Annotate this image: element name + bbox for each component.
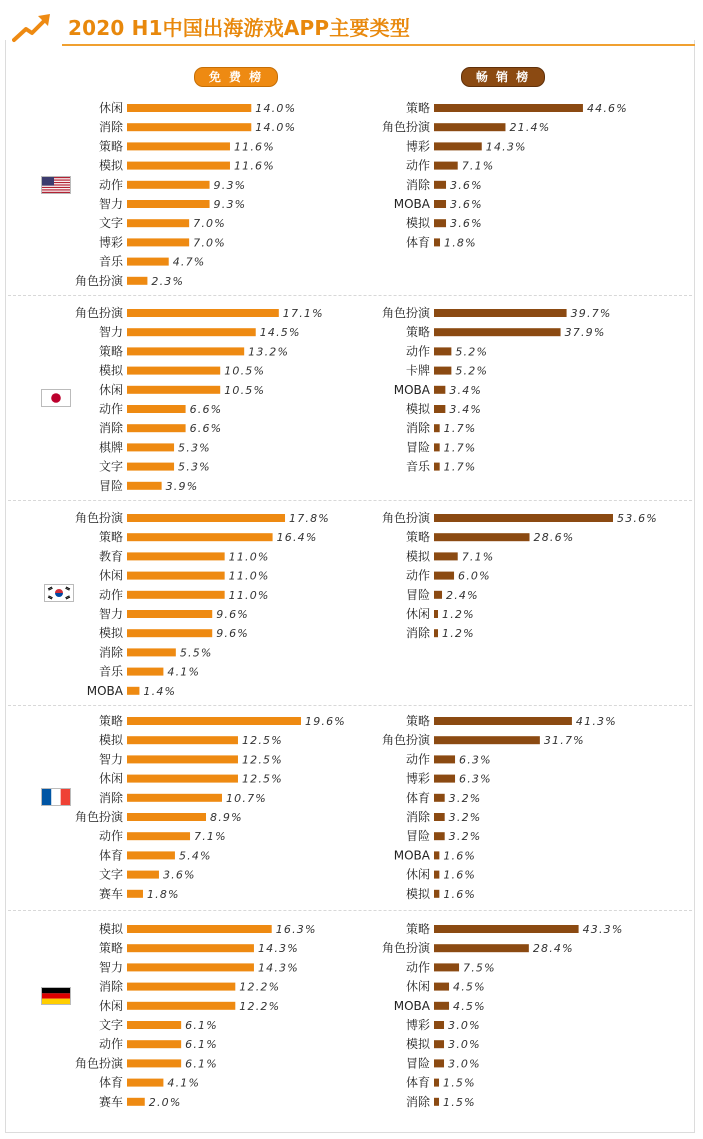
bar bbox=[434, 755, 455, 763]
category-label: 动作 bbox=[405, 344, 430, 359]
value-label: 14.3% bbox=[485, 140, 527, 154]
bar bbox=[127, 424, 186, 432]
bar bbox=[434, 367, 451, 375]
category-label: 角色扮演 bbox=[74, 511, 123, 525]
category-label: MOBA bbox=[393, 382, 430, 397]
value-label: 7.0% bbox=[193, 236, 226, 250]
category-label: 博彩 bbox=[405, 139, 430, 154]
category-label: 休闲 bbox=[98, 568, 123, 583]
bar bbox=[434, 443, 440, 451]
value-label: 14.3% bbox=[257, 942, 299, 956]
value-label: 9.3% bbox=[213, 178, 247, 192]
category-label: 角色扮演 bbox=[74, 1056, 123, 1071]
category-label: 体育 bbox=[98, 848, 123, 863]
value-label: 44.6% bbox=[586, 102, 628, 115]
category-label: 角色扮演 bbox=[381, 733, 430, 748]
category-label: 策略 bbox=[98, 344, 123, 359]
category-label: 动作 bbox=[98, 1037, 123, 1052]
bar bbox=[127, 925, 272, 933]
value-label: 6.0% bbox=[458, 569, 491, 583]
category-label: 文字 bbox=[98, 867, 123, 882]
bar bbox=[127, 610, 212, 618]
bar bbox=[434, 813, 445, 821]
bar bbox=[434, 162, 458, 170]
value-label: 6.1% bbox=[185, 1038, 218, 1052]
bar bbox=[434, 890, 439, 898]
value-label: 1.8% bbox=[444, 236, 477, 250]
germany-free-series bbox=[75, 921, 317, 1109]
category-label: 休闲 bbox=[405, 607, 430, 621]
value-label: 31.7% bbox=[543, 734, 585, 748]
bar bbox=[434, 1059, 444, 1067]
bar bbox=[434, 347, 451, 355]
bar bbox=[127, 238, 189, 246]
value-label: 11.6% bbox=[233, 140, 275, 154]
value-label: 14.5% bbox=[259, 326, 301, 340]
value-label: 3.9% bbox=[165, 479, 199, 493]
free-chart-label: 免 费 榜 bbox=[194, 67, 278, 87]
category-label: 动作 bbox=[98, 587, 123, 602]
value-label: 11.0% bbox=[228, 550, 270, 564]
bar bbox=[127, 277, 147, 285]
bar bbox=[434, 200, 446, 208]
bar bbox=[127, 755, 238, 763]
bar bbox=[127, 648, 176, 656]
category-label: 角色扮演 bbox=[381, 120, 430, 135]
category-label: 消除 bbox=[405, 626, 430, 641]
japan-free-series bbox=[75, 305, 324, 493]
value-label: 10.5% bbox=[224, 364, 266, 378]
bar bbox=[434, 1002, 449, 1010]
bar bbox=[127, 309, 279, 317]
value-label: 13.2% bbox=[248, 345, 290, 359]
value-label: 16.4% bbox=[276, 531, 318, 545]
value-label: 5.2% bbox=[455, 345, 489, 359]
value-label: 39.7% bbox=[570, 307, 612, 320]
category-label: 赛车 bbox=[98, 1094, 123, 1109]
bar bbox=[434, 1079, 439, 1087]
bar bbox=[434, 238, 440, 246]
category-label: MOBA bbox=[393, 998, 430, 1013]
category-label: 消除 bbox=[405, 810, 430, 824]
bar bbox=[127, 367, 220, 375]
germany-grossing-series bbox=[382, 922, 624, 1109]
value-label: 1.5% bbox=[443, 1095, 476, 1109]
bar bbox=[127, 1059, 181, 1067]
bar bbox=[127, 851, 175, 859]
bar bbox=[434, 775, 455, 783]
value-label: 1.2% bbox=[442, 608, 475, 621]
category-label: 模拟 bbox=[98, 363, 123, 378]
japan-grossing-series bbox=[382, 305, 612, 474]
value-label: 6.6% bbox=[189, 422, 223, 436]
value-label: 3.2% bbox=[448, 811, 482, 824]
bar bbox=[434, 552, 458, 560]
category-label: MOBA bbox=[393, 197, 430, 211]
value-label: 1.8% bbox=[146, 887, 180, 901]
bar bbox=[434, 851, 439, 859]
value-label: 5.4% bbox=[178, 849, 212, 863]
category-label: 角色扮演 bbox=[74, 273, 123, 288]
value-label: 1.7% bbox=[443, 460, 477, 474]
category-label: 消除 bbox=[98, 421, 123, 436]
category-label: 策略 bbox=[405, 101, 430, 115]
bar bbox=[127, 1002, 235, 1010]
category-label: 博彩 bbox=[405, 1018, 430, 1032]
category-label: 体育 bbox=[405, 790, 430, 805]
south-korea-grossing-series bbox=[382, 510, 658, 640]
category-label: 策略 bbox=[405, 325, 430, 340]
value-label: 53.6% bbox=[617, 512, 658, 525]
value-label: 6.6% bbox=[189, 403, 223, 416]
value-label: 3.6% bbox=[450, 217, 483, 231]
bar bbox=[127, 963, 254, 971]
bar bbox=[127, 482, 162, 490]
value-label: 43.3% bbox=[582, 923, 624, 936]
bar bbox=[127, 1021, 181, 1029]
bar bbox=[434, 104, 583, 112]
value-label: 41.3% bbox=[575, 715, 617, 728]
value-label: 3.4% bbox=[449, 383, 483, 397]
value-label: 16.3% bbox=[275, 923, 317, 936]
france-grossing-series bbox=[382, 714, 617, 901]
page-title: 2020 H1中国出海游戏APP主要类型 bbox=[68, 16, 411, 40]
bar bbox=[127, 1098, 145, 1106]
category-label: 教育 bbox=[98, 549, 123, 564]
category-label: 动作 bbox=[405, 752, 430, 767]
bar bbox=[127, 200, 210, 208]
bar bbox=[434, 309, 567, 317]
bar bbox=[127, 386, 220, 394]
value-label: 1.7% bbox=[443, 441, 477, 455]
category-label: 智力 bbox=[98, 325, 123, 340]
bar bbox=[434, 219, 446, 227]
category-label: 模拟 bbox=[405, 1037, 430, 1052]
bar bbox=[127, 983, 235, 991]
bar bbox=[434, 963, 459, 971]
category-label: 模拟 bbox=[405, 886, 430, 901]
value-label: 3.0% bbox=[448, 1038, 481, 1052]
value-label: 7.5% bbox=[463, 961, 496, 975]
united-states-free-series bbox=[75, 100, 296, 288]
category-label: MOBA bbox=[86, 683, 123, 698]
bar bbox=[434, 925, 579, 933]
bar bbox=[434, 794, 445, 802]
bar bbox=[127, 514, 285, 522]
value-label: 7.1% bbox=[461, 550, 495, 564]
category-label: 冒险 bbox=[98, 478, 123, 493]
bar bbox=[434, 142, 482, 150]
value-label: 14.0% bbox=[255, 121, 297, 135]
category-label: 模拟 bbox=[405, 402, 430, 416]
category-label: 角色扮演 bbox=[381, 941, 430, 956]
value-label: 2.4% bbox=[446, 588, 479, 602]
value-label: 1.6% bbox=[443, 868, 477, 882]
value-label: 1.5% bbox=[443, 1076, 476, 1090]
category-label: 模拟 bbox=[405, 549, 430, 564]
category-label: 棋牌 bbox=[98, 440, 123, 455]
value-label: 4.5% bbox=[453, 999, 486, 1013]
bar bbox=[127, 123, 251, 131]
category-label: 休闲 bbox=[98, 998, 123, 1013]
bar bbox=[127, 258, 169, 266]
category-label: 音乐 bbox=[98, 254, 123, 269]
bar bbox=[434, 386, 445, 394]
category-label: 动作 bbox=[405, 960, 430, 975]
value-label: 3.6% bbox=[450, 198, 483, 211]
france-free-series bbox=[75, 714, 346, 901]
value-label: 5.5% bbox=[179, 646, 213, 660]
bar bbox=[434, 405, 445, 413]
category-label: 动作 bbox=[98, 177, 123, 192]
category-label: 动作 bbox=[98, 402, 123, 416]
category-label: 休闲 bbox=[98, 771, 123, 786]
value-label: 12.5% bbox=[241, 753, 283, 767]
bar bbox=[434, 832, 445, 840]
category-label: 消除 bbox=[405, 177, 430, 192]
value-label: 11.0% bbox=[228, 588, 270, 602]
bar bbox=[127, 944, 254, 952]
category-label: 体育 bbox=[98, 1075, 123, 1090]
value-label: 7.1% bbox=[194, 830, 227, 844]
value-label: 21.4% bbox=[509, 121, 551, 135]
value-label: 17.1% bbox=[282, 307, 324, 320]
bar bbox=[127, 347, 244, 355]
category-label: 文字 bbox=[98, 459, 123, 474]
category-label: 博彩 bbox=[405, 771, 430, 786]
value-label: 1.2% bbox=[442, 627, 475, 641]
category-label: 模拟 bbox=[98, 922, 123, 936]
bar bbox=[434, 514, 613, 522]
bar bbox=[434, 871, 439, 879]
category-label: 策略 bbox=[98, 530, 123, 545]
category-label: 角色扮演 bbox=[74, 306, 123, 320]
bar bbox=[127, 463, 174, 471]
bar bbox=[127, 687, 139, 695]
category-label: 动作 bbox=[405, 568, 430, 583]
category-label: 策略 bbox=[405, 714, 430, 728]
value-label: 17.8% bbox=[289, 512, 330, 525]
bar bbox=[127, 572, 225, 580]
value-label: 3.6% bbox=[450, 178, 483, 192]
bar bbox=[127, 717, 301, 725]
category-label: 文字 bbox=[98, 1018, 123, 1032]
bar bbox=[127, 405, 186, 413]
value-label: 4.1% bbox=[167, 1076, 201, 1090]
bar bbox=[127, 832, 190, 840]
bar bbox=[127, 328, 256, 336]
category-label: 模拟 bbox=[98, 158, 123, 173]
category-label: 动作 bbox=[98, 829, 123, 844]
category-label: 智力 bbox=[98, 607, 123, 621]
value-label: 1.6% bbox=[443, 887, 477, 901]
bar bbox=[434, 717, 572, 725]
value-label: 28.6% bbox=[533, 531, 575, 545]
bar bbox=[127, 629, 212, 637]
category-label: 动作 bbox=[405, 158, 430, 173]
category-label: MOBA bbox=[393, 848, 430, 863]
category-label: 消除 bbox=[405, 421, 430, 436]
category-label: 休闲 bbox=[98, 101, 123, 115]
category-label: 消除 bbox=[98, 120, 123, 135]
category-label: 卡牌 bbox=[405, 363, 430, 378]
value-label: 3.2% bbox=[448, 830, 482, 844]
category-label: 冒险 bbox=[405, 440, 430, 455]
bar bbox=[127, 142, 230, 150]
bar bbox=[127, 181, 210, 189]
bar bbox=[434, 123, 505, 131]
category-label: 角色扮演 bbox=[74, 810, 123, 824]
bar bbox=[434, 533, 530, 541]
bar bbox=[127, 1040, 181, 1048]
category-label: 博彩 bbox=[98, 235, 123, 250]
value-label: 3.2% bbox=[448, 791, 482, 805]
value-label: 19.6% bbox=[305, 715, 346, 728]
value-label: 5.3% bbox=[178, 441, 211, 455]
value-label: 9.6% bbox=[216, 627, 249, 641]
category-label: 休闲 bbox=[405, 867, 430, 882]
value-label: 7.1% bbox=[461, 159, 495, 173]
value-label: 3.0% bbox=[448, 1019, 481, 1032]
bar bbox=[434, 572, 454, 580]
category-label: 角色扮演 bbox=[381, 511, 430, 525]
bar bbox=[127, 104, 251, 112]
bar bbox=[434, 463, 440, 471]
category-label: 角色扮演 bbox=[381, 306, 430, 320]
south-korea-free-series bbox=[75, 510, 330, 698]
category-label: 模拟 bbox=[98, 733, 123, 748]
category-label: 模拟 bbox=[405, 216, 430, 231]
category-label: 体育 bbox=[405, 1075, 430, 1090]
category-label: 策略 bbox=[405, 530, 430, 545]
value-label: 14.3% bbox=[257, 961, 299, 975]
bar bbox=[434, 1021, 444, 1029]
value-label: 10.5% bbox=[224, 383, 266, 397]
value-label: 2.0% bbox=[148, 1095, 182, 1109]
bar bbox=[434, 1040, 444, 1048]
value-label: 1.7% bbox=[443, 422, 477, 436]
bar bbox=[434, 1098, 439, 1106]
value-label: 12.5% bbox=[241, 734, 283, 748]
value-label: 1.6% bbox=[443, 849, 477, 863]
bar bbox=[127, 552, 225, 560]
bar bbox=[434, 983, 449, 991]
category-label: 消除 bbox=[98, 790, 123, 805]
value-label: 9.6% bbox=[216, 608, 249, 621]
category-label: 模拟 bbox=[98, 626, 123, 641]
value-label: 5.3% bbox=[178, 460, 211, 474]
bar bbox=[127, 533, 273, 541]
bar bbox=[127, 890, 143, 898]
category-label: 策略 bbox=[98, 714, 123, 728]
bar bbox=[127, 871, 159, 879]
bar bbox=[127, 736, 238, 744]
value-label: 4.1% bbox=[167, 665, 201, 679]
bar bbox=[127, 668, 163, 676]
bar bbox=[127, 813, 206, 821]
category-label: 体育 bbox=[405, 235, 430, 250]
value-label: 6.1% bbox=[185, 1057, 218, 1071]
value-label: 11.6% bbox=[233, 159, 275, 173]
value-label: 12.5% bbox=[241, 772, 283, 786]
bar bbox=[434, 629, 438, 637]
value-label: 14.0% bbox=[255, 102, 297, 115]
bar bbox=[127, 1079, 163, 1087]
value-label: 1.4% bbox=[143, 684, 177, 698]
value-label: 2.3% bbox=[151, 274, 185, 288]
category-label: 智力 bbox=[98, 960, 123, 975]
value-label: 3.4% bbox=[449, 403, 483, 416]
bar bbox=[434, 736, 540, 744]
category-label: 消除 bbox=[98, 645, 123, 660]
bar bbox=[127, 794, 222, 802]
value-label: 6.3% bbox=[459, 753, 492, 767]
value-label: 4.7% bbox=[172, 255, 206, 269]
value-label: 4.5% bbox=[453, 980, 486, 994]
bar bbox=[127, 775, 238, 783]
value-label: 37.9% bbox=[564, 326, 606, 340]
value-label: 6.1% bbox=[185, 1019, 218, 1032]
category-label: 冒险 bbox=[405, 587, 430, 602]
category-label: 休闲 bbox=[98, 382, 123, 397]
category-label: 音乐 bbox=[405, 459, 430, 474]
united-states-grossing-series bbox=[382, 101, 628, 249]
category-label: 赛车 bbox=[98, 886, 123, 901]
value-label: 10.7% bbox=[225, 791, 267, 805]
value-label: 9.3% bbox=[213, 198, 247, 211]
value-label: 12.2% bbox=[239, 980, 281, 994]
category-label: 策略 bbox=[98, 139, 123, 154]
value-label: 7.0% bbox=[193, 217, 226, 231]
category-label: 策略 bbox=[405, 922, 430, 936]
bar bbox=[127, 591, 225, 599]
bar bbox=[434, 591, 442, 599]
bar bbox=[127, 219, 189, 227]
category-label: 休闲 bbox=[405, 979, 430, 994]
category-label: 音乐 bbox=[98, 664, 123, 679]
bar bbox=[434, 424, 440, 432]
category-label: 策略 bbox=[98, 941, 123, 956]
category-label: 智力 bbox=[98, 197, 123, 211]
value-label: 6.3% bbox=[459, 772, 492, 786]
grossing-chart-label: 畅 销 榜 bbox=[461, 67, 545, 87]
value-label: 3.6% bbox=[162, 868, 196, 882]
bar bbox=[434, 944, 529, 952]
bar bbox=[127, 162, 230, 170]
value-label: 12.2% bbox=[239, 999, 281, 1013]
category-label: 冒险 bbox=[405, 829, 430, 844]
category-label: 智力 bbox=[98, 752, 123, 767]
bar bbox=[434, 328, 561, 336]
bar bbox=[434, 181, 446, 189]
category-label: 冒险 bbox=[405, 1056, 430, 1071]
bar bbox=[127, 443, 174, 451]
value-label: 3.0% bbox=[448, 1057, 481, 1071]
category-label: 消除 bbox=[98, 979, 123, 994]
value-label: 8.9% bbox=[210, 811, 243, 824]
category-label: 消除 bbox=[405, 1094, 430, 1109]
category-label: 文字 bbox=[98, 216, 123, 231]
bar bbox=[434, 610, 438, 618]
value-label: 11.0% bbox=[228, 569, 270, 583]
value-label: 28.4% bbox=[532, 942, 574, 956]
value-label: 5.2% bbox=[455, 364, 489, 378]
